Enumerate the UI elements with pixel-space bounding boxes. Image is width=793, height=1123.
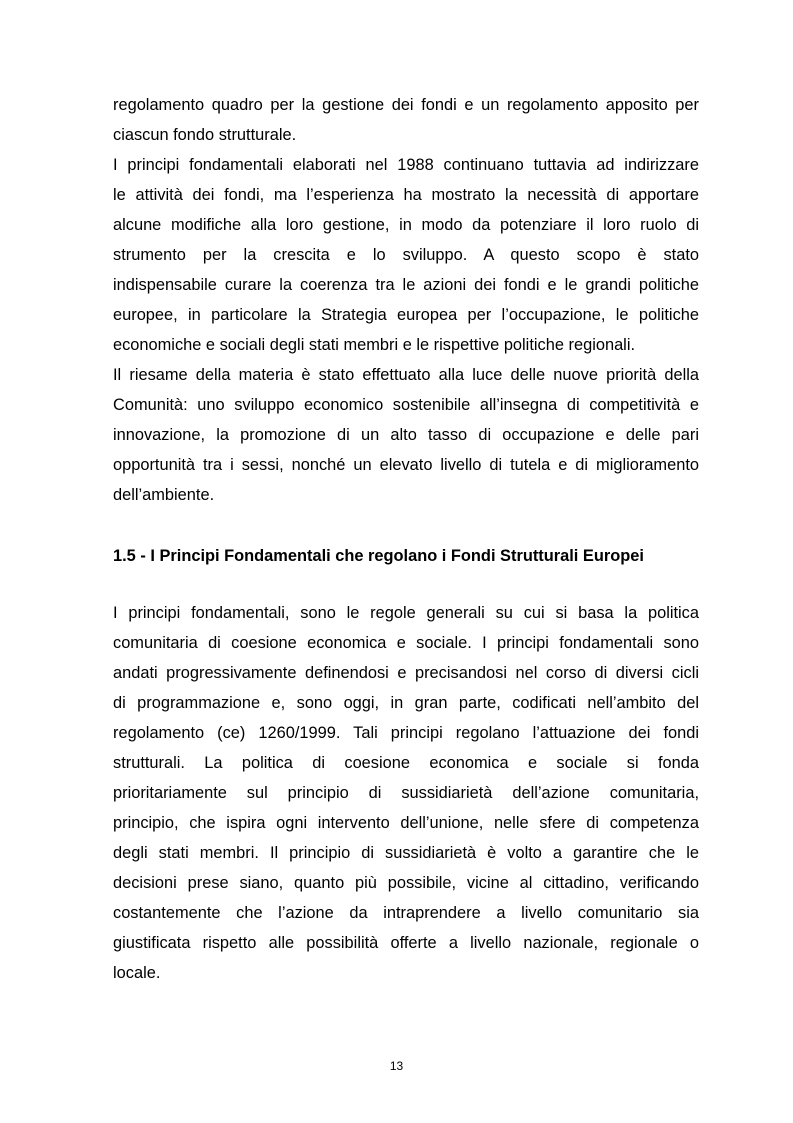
text-line: strutturali. La politica di coesione economica e sociale si fonda bbox=[113, 754, 699, 772]
paragraph-3 bbox=[113, 360, 699, 510]
text-line: alcune modifiche alla loro gestione, in modo da potenziare il loro ruolo di bbox=[113, 216, 699, 234]
text-line: giustificata rispetto alle possibilità offerte a livello nazionale, regionale o bbox=[113, 934, 699, 952]
text-line: principio, che ispira ogni intervento dell’unione, nelle sfere di competenza bbox=[113, 814, 699, 832]
text-line: locale. bbox=[113, 964, 161, 982]
text-line: regolamento (ce) 1260/1999. Tali principi regolano l’attuazione dei fondi bbox=[113, 724, 699, 742]
text-line: opportunità tra i sessi, nonché un elevato livello di tutela e di miglioramento bbox=[113, 456, 699, 474]
paragraph-1 bbox=[113, 90, 699, 150]
text-line: comunitaria di coesione economica e sociale. I principi fondamentali sono bbox=[113, 634, 699, 652]
text-line: indispensabile curare la coerenza tra le azioni dei fondi e le grandi politiche bbox=[113, 276, 699, 294]
text-line: regolamento quadro per la gestione dei fondi e un regolamento apposito per bbox=[113, 96, 699, 114]
text-line: economiche e sociali degli stati membri e le rispettive politiche regionali. bbox=[113, 336, 636, 354]
paragraph-4 bbox=[113, 598, 699, 988]
text-line: I principi fondamentali elaborati nel 1988 continuano tuttavia ad indirizzare bbox=[113, 156, 699, 174]
text-line: dell’ambiente. bbox=[113, 486, 215, 504]
page-number: 13 bbox=[389, 1059, 404, 1073]
section-heading: 1.5 - I Principi Fondamentali che regolano i Fondi Strutturali Europei bbox=[113, 547, 644, 565]
text-line: andati progressivamente definendosi e precisandosi nel corso di diversi cicli bbox=[113, 664, 699, 682]
body-text-top bbox=[113, 90, 699, 510]
text-line: I principi fondamentali, sono le regole generali su cui si basa la politica bbox=[113, 604, 699, 622]
text-line: strumento per la crescita e lo sviluppo. A questo scopo è stato bbox=[113, 246, 699, 264]
text-line: le attività dei fondi, ma l’esperienza ha mostrato la necessità di apportare bbox=[113, 186, 699, 204]
text-line: Comunità: uno sviluppo economico sostenibile all’insegna di competitività e bbox=[113, 396, 699, 414]
text-line: innovazione, la promozione di un alto tasso di occupazione e delle pari bbox=[113, 426, 699, 444]
text-line: degli stati membri. Il principio di sussidiarietà è volto a garantire che le bbox=[113, 844, 699, 862]
text-line: costantemente che l’azione da intraprendere a livello comunitario sia bbox=[113, 904, 699, 922]
text-line: Il riesame della materia è stato effettuato alla luce delle nuove priorità della bbox=[113, 366, 699, 384]
text-line: europee, in particolare la Strategia europea per l’occupazione, le politiche bbox=[113, 306, 699, 324]
paragraph-2 bbox=[113, 150, 699, 360]
text-line: decisioni prese siano, quanto più possibile, vicine al cittadino, verificando bbox=[113, 874, 699, 892]
text-line: prioritariamente sul principio di sussidiarietà dell’azione comunitaria, bbox=[113, 784, 699, 802]
text-line: ciascun fondo strutturale. bbox=[113, 126, 297, 144]
text-line: di programmazione e, sono oggi, in gran parte, codificati nell’ambito del bbox=[113, 694, 699, 712]
